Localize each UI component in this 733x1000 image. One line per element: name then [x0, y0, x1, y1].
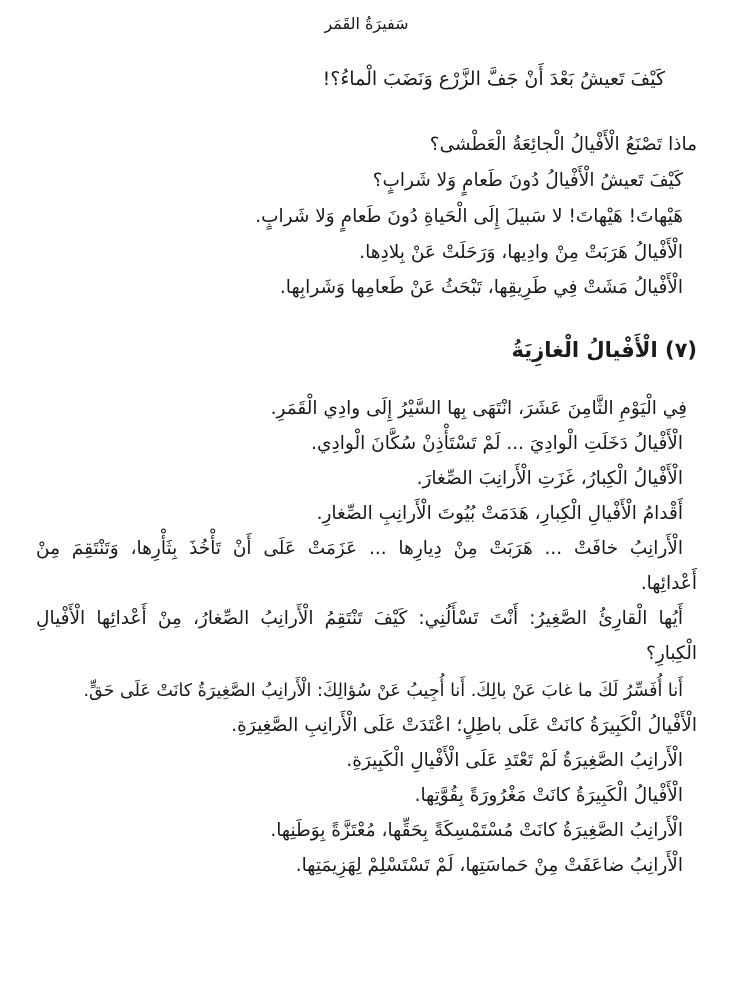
paragraph-line-1: ماذا تَصْنَعُ الْأَفْيالُ الْجائِعَةُ الْعَطْشى؟: [429, 134, 697, 155]
chapter-line-5-cont: أَعْدائِها.: [640, 573, 697, 594]
chapter-line-8: الْأَفْيالُ الْكَبِيرَةُ كانَتْ عَلَى باطِلٍ؛ اعْتَدَتْ عَلَى الْأَرانِبِ الصَّغِيرَةِ.: [231, 715, 697, 736]
chapter-line-12: الْأَرانِبُ ضاعَفَتْ مِنْ حَماسَتِها، لَمْ تَسْتَسْلِمْ لِهَزِيمَتِها.: [295, 855, 683, 876]
chapter-line-10: الْأَفْيالُ الْكَبِيرَةُ كانَتْ مَغْرُورَةً بِقُوَّتِها.: [414, 785, 683, 806]
chapter-line-5: الْأَرانِبُ خافَتْ ... هَرَبَتْ مِنْ دِيارِها ... عَزَمَتْ عَلَى أَنْ تَأْخُذَ بِثَأْرِها، وَتَنْتَقِمَ مِنْ: [36, 538, 683, 559]
running-header: سَفيرَةُ القَمَر: [324, 14, 409, 33]
chapter-line-11: الْأَرانِبُ الصَّغِيرَةُ كانَتْ مُسْتَمْسِكَةً بِحَقِّها، مُعْتَزَّةً بِوَطَنِها.: [270, 820, 683, 841]
chapter-line-6: أَيُها الْقارِئُ الصَّغِيرُ: أَنْتَ تَسْأَلُنِي: كَيْفَ تَنْتَقِمُ الْأَرانِبُ الصِّغارُ، مِنْ أَعْدائِها الْأَفْيالِ: [36, 608, 683, 629]
opening-question: كَيْفَ تَعيشُ بَعْدَ أَنْ جَفَّ الزَّرْع وَنَضَبَ الْماءُ؟!: [322, 68, 665, 90]
chapter-line-2: الْأَفْيالُ دَخَلَتِ الْوادِيَ ... لَمْ تَسْتَأْذِنْ سُكَّانَ الْوادِي.: [311, 433, 683, 454]
paragraph-line-4: الْأَفْيالُ هَرَبَتْ مِنْ وادِيها، وَرَحَلَتْ عَنْ بِلادِها.: [359, 242, 683, 263]
chapter-line-6-cont: الْكِبارِ؟: [646, 643, 697, 664]
paragraph-line-3: هَيْهاتَ! هَيْهاتَ! لا سَبيلَ إِلَى الْحَياةِ دُونَ طَعامٍ وَلا شَرابٍ.: [255, 206, 683, 227]
chapter-heading: (٧) الْأَفْيالُ الْغازِيَةُ: [511, 338, 697, 362]
paragraph-line-2: كَيْفَ تَعيشُ الْأَفْيالُ دُونَ طَعامٍ وَلا شَرابٍ؟: [372, 170, 683, 191]
chapter-line-9: الْأَرانِبُ الصَّغِيرَةُ لَمْ تَعْتَدِ عَلَى الْأَفْيالِ الْكَبِيرَةِ.: [346, 750, 683, 771]
paragraph-line-5: الْأَفْيالُ مَشَتْ فِي طَرِيقِها، تَبْحَثُ عَنْ طَعامِها وَشَرابِها.: [279, 277, 683, 298]
chapter-line-3: الْأَفْيالُ الْكِبارُ، غَزَتِ الْأَرانِبَ الصِّغارَ.: [416, 468, 683, 489]
chapter-line-1: فِي الْيَوْمِ الثَّامِنَ عَشَرَ، انْتَهَى بِها السَّيْرُ إِلَى وادِي الْقَمَرِ.: [270, 398, 687, 419]
chapter-line-4: أَقْدامُ الْأَفْيالِ الْكِبارِ، هَدَمَتْ بُيُوتَ الْأَرانِبِ الصِّغارِ.: [316, 503, 683, 524]
chapter-line-7: أَنا أُفَسِّرُ لَكَ ما غابَ عَنْ بالِكَ. أَنا أُجِيبُ عَنْ سُؤالِكَ: الْأَرانِبُ الصَّغِيرَةُ كانَتْ عَلَى حَقٍّ.: [83, 681, 683, 701]
